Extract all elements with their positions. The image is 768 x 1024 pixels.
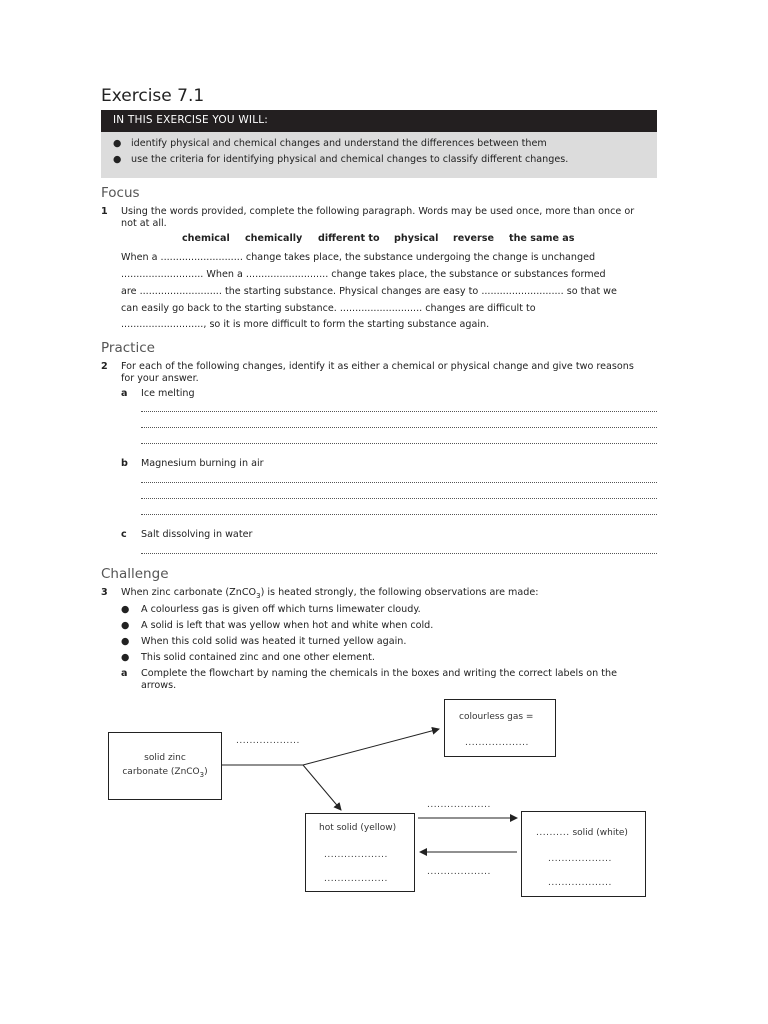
bullet-icon: ● xyxy=(121,652,130,663)
objectives-box: ● identify physical and chemical changes and understand the differences between them ● use the criteria for identifying physical and chemical changes to classify different changes. xyxy=(101,132,657,178)
bullet-icon: ● xyxy=(113,138,122,149)
section-heading-challenge: Challenge xyxy=(101,566,169,582)
arrow-to-hot-solid xyxy=(303,765,341,810)
arrow-label-blank[interactable]: ................... xyxy=(427,800,491,810)
part-text: arrows. xyxy=(141,680,177,691)
box-hot-solid: hot solid (yellow) ................... ................... xyxy=(305,813,415,892)
part-text: Ice melting xyxy=(141,388,195,399)
white-solid-blank[interactable]: ................... xyxy=(548,878,612,888)
question-instruction: For each of the following changes, identify it as either a chemical or physical change and give two reasons xyxy=(121,361,634,372)
hot-solid-blank[interactable]: ................... xyxy=(324,850,388,860)
bullet-icon: ● xyxy=(121,604,130,615)
part-text: Magnesium burning in air xyxy=(141,458,264,469)
gas-name-blank[interactable]: ................... xyxy=(465,738,529,748)
word-bank-item: different to xyxy=(318,233,380,244)
part-letter: a xyxy=(121,388,128,399)
banner-text: IN THIS EXERCISE YOU WILL: xyxy=(113,114,269,126)
question-instruction: not at all. xyxy=(121,218,167,229)
section-heading-practice: Practice xyxy=(101,340,155,356)
paragraph-line: are ........................... the starting substance. Physical changes are easy to ........................... so that we xyxy=(121,286,617,297)
arrow-to-gas xyxy=(303,729,439,765)
paragraph-line: When a ........................... change takes place, the substance undergoing the change is unchanged xyxy=(121,252,596,263)
paragraph-line: ..........................., so it is more difficult to form the starting substance again. xyxy=(121,319,490,330)
section-heading-focus: Focus xyxy=(101,185,140,201)
part-text: Complete the flowchart by naming the chemicals in the boxes and writing the correct labels on the xyxy=(141,668,617,679)
word-bank-item: reverse xyxy=(453,233,494,244)
box-white-solid: .......... solid (white) ................... ................... xyxy=(521,811,646,897)
exercise-title: Exercise 7.1 xyxy=(101,86,205,106)
white-solid-blank[interactable]: .......... xyxy=(536,828,570,838)
white-solid-blank[interactable]: ................... xyxy=(548,854,612,864)
question-instruction: for your answer. xyxy=(121,373,199,384)
paragraph-line: ........................... When a ........................... change takes place, the substance or substances formed xyxy=(121,269,606,280)
bullet-icon: ● xyxy=(113,154,122,165)
word-bank-item: chemical xyxy=(182,233,230,244)
paragraph-line: can easily go back to the starting substance. ........................... changes are difficult to xyxy=(121,303,536,314)
question-instruction: Using the words provided, complete the following paragraph. Words may be used once, more than once or xyxy=(121,206,635,217)
arrow-label-blank[interactable]: ................... xyxy=(427,867,491,877)
word-bank-item: chemically xyxy=(245,233,303,244)
part-letter: a xyxy=(121,668,128,679)
box-colourless-gas: colourless gas = ................... xyxy=(444,699,556,757)
question-intro: When zinc carbonate (ZnCO$_3$) is heated strongly, the following observations are made: xyxy=(121,587,539,600)
arrow-label-blank[interactable]: ................... xyxy=(236,736,300,746)
hot-solid-blank[interactable]: ................... xyxy=(324,874,388,884)
part-text: Salt dissolving in water xyxy=(141,529,253,540)
word-bank-item: physical xyxy=(394,233,439,244)
box-zinc-carbonate: solid zinc carbonate (ZnCO$_3$) xyxy=(108,732,222,800)
part-letter: c xyxy=(121,529,127,540)
bullet-icon: ● xyxy=(121,636,130,647)
question-number: 2 xyxy=(101,361,108,372)
bullet-icon: ● xyxy=(121,620,130,631)
part-letter: b xyxy=(121,458,128,469)
word-bank-item: the same as xyxy=(509,233,575,244)
question-number: 3 xyxy=(101,587,108,598)
question-number: 1 xyxy=(101,206,108,217)
